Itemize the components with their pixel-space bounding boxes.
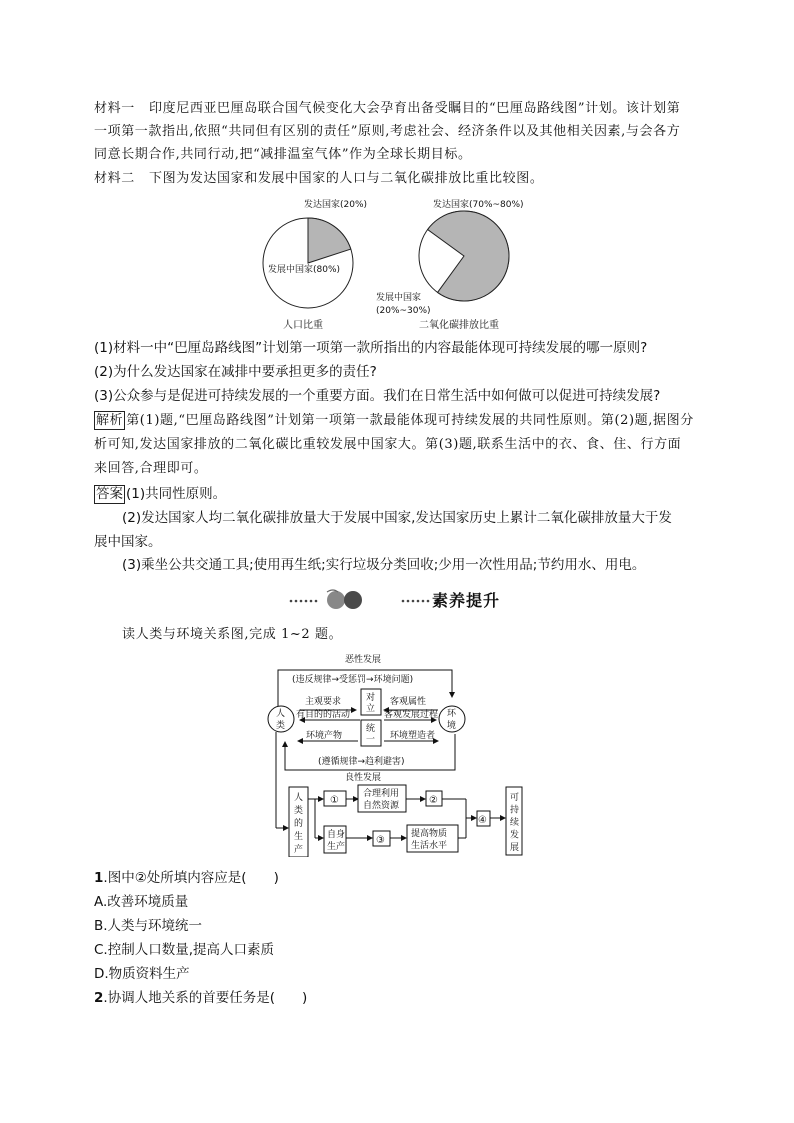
pie-population-title: 人口比重 [283, 320, 323, 331]
analysis-line2: 析可知,发达国家排放的二氧化碳比重较发展中国家大。第(3)题,联系生活中的衣、食、住、行方面 [94, 437, 682, 452]
mc1-stem-text: .图中②处所填内容应是( ) [103, 870, 279, 886]
diagram-human-production-char-2: 的 [294, 819, 304, 829]
mc1-option-d: D.物质资料生产 [94, 966, 190, 982]
mc1-option-c: C.控制人口数量,提高人口素质 [94, 942, 275, 958]
diagram-left-up2: 有目的的活动 [296, 710, 351, 720]
diagram-unify-l1: 统 [366, 724, 376, 734]
section-dots-right [402, 600, 430, 603]
diagram-blank-2: ② [429, 795, 438, 806]
diagram-sustain-char-0: 可 [510, 793, 520, 803]
diagram-improve-l2: 生活水平 [411, 841, 448, 851]
mc2-stem-text: .协调人地关系的首要任务是( ) [103, 990, 308, 1006]
diagram-bottom-label: 良性发展 [345, 773, 382, 783]
diagram-sustain-char-3: 发 [510, 830, 520, 841]
question-1: (1)材料一中“巴厘岛路线图”计划第一项第一款所指出的内容最能体现可持续发展的哪一原则? [94, 340, 648, 356]
material1-line3: 同意长期合作,共同行动,把“减排温室气体”作为全球长期目标。 [94, 147, 472, 162]
diagram-right-up1: 客观属性 [390, 697, 427, 707]
section-badge-icon [327, 590, 362, 609]
diagram-unify-l2: 一 [366, 735, 376, 745]
diagram-right-low: 环境塑造者 [390, 731, 436, 741]
pie-charts [0, 190, 794, 340]
mc1-option-a: A.改善环境质量 [94, 894, 189, 910]
analysis-line1: 第(1)题,“巴厘岛路线图”计划第一项第一款最能体现可持续发展的共同性原则。第(2)题,据图分 [126, 413, 694, 428]
mc1-option-b: B.人类与环境统一 [94, 918, 203, 934]
material1-line1: 印度尼西亚巴厘岛联合国气候变化大会孕育出备受瞩目的“巴厘岛路线图”计划。该计划第 [149, 101, 681, 116]
question-3: (3)公众参与是促进可持续发展的一个重要方面。我们在日常生活中如何做可以促进可持续发展? [94, 388, 661, 404]
diagram-sustain-char-1: 持 [510, 805, 520, 816]
pie-co2-label-developed: 发达国家(70%~80%) [433, 200, 524, 210]
diagram-resource-l2: 自然资源 [363, 801, 400, 811]
material1-label: 材料一 [94, 101, 135, 116]
diagram-human-l2: 类 [276, 721, 286, 731]
diagram-improve-l1: 提高物质 [411, 829, 448, 839]
pie-co2 [376, 198, 524, 331]
diagram-bottom-chain: (遵循规律→趋利避害) [318, 757, 405, 767]
material2 [94, 168, 543, 190]
material1 [94, 98, 680, 120]
diagram-human-l1: 人 [276, 709, 286, 719]
mc1-stem [94, 866, 279, 890]
human-environment-diagram [0, 652, 794, 857]
pie-population [263, 198, 367, 331]
diagram-blank-4: ④ [478, 815, 487, 826]
analysis-line3: 来回答,合理即可。 [94, 461, 208, 476]
mc1-number: 1 [94, 870, 104, 886]
answer-1: (1)共同性原则。 [126, 486, 227, 502]
diagram-top-chain: (违反规律→受惩罚→环境问题) [292, 675, 414, 685]
question-2: (2)为什么发达国家在减排中要承担更多的责任? [94, 364, 377, 380]
pie-co2-title: 二氧化碳排放比重 [419, 320, 499, 331]
analysis [94, 410, 694, 432]
section-dots-left [290, 600, 318, 603]
mc2-stem [94, 986, 307, 1010]
answer [94, 482, 226, 506]
answer-label: 答案 [96, 486, 123, 502]
diagram-env-l1: 环 [447, 709, 457, 719]
pie-co2-label-developing-2: (20%~30%) [376, 306, 431, 316]
diagram-human-production-char-0: 人 [294, 793, 304, 803]
diagram-human-production [294, 791, 303, 855]
diagram-right-up2: 客观发展过程 [384, 710, 439, 720]
mc2-number: 2 [94, 990, 104, 1006]
intro-text: 读人类与环境关系图,完成 1~2 题。 [122, 627, 343, 642]
material2-label: 材料二 [94, 171, 135, 186]
diagram-top-label: 恶性发展 [345, 655, 382, 665]
diagram-env-l2: 境 [447, 721, 457, 731]
diagram-blank-3: ③ [376, 835, 385, 846]
section-header-decoration [0, 586, 794, 616]
diagram-left-up1: 主观要求 [305, 697, 342, 707]
pie-co2-label-developing-1: 发展中国家 [376, 293, 422, 303]
material2-text: 下图为发达国家和发展中国家的人口与二氧化碳排放比重比较图。 [149, 171, 544, 186]
pie-population-label-developing: 发展中国家(80%) [268, 265, 341, 275]
answer-2-line1: (2)发达国家人均二氧化碳排放量大于发展中国家,发达国家历史上累计二氧化碳排放量大于发 [122, 510, 672, 526]
diagram-blank-1: ① [330, 795, 339, 806]
material1-line2: 一项第一款指出,依照“共同但有区别的责任”原则,考虑社会、经济条件以及其他相关因素,与会各方 [94, 124, 681, 139]
diagram-human-production-char-4: 产 [294, 845, 304, 855]
diagram-self-l1: 自身 [327, 830, 346, 840]
diagram-oppose-l2: 立 [366, 704, 376, 714]
diagram-self-l2: 生产 [327, 842, 346, 852]
analysis-label: 解析 [96, 413, 124, 428]
diagram-human-production-char-3: 生 [294, 832, 304, 842]
diagram-sustain [510, 792, 519, 853]
diagram-resource-l1: 合理利用 [363, 789, 400, 799]
answer-2-line2: 展中国家。 [94, 534, 162, 550]
diagram-human-production-char-1: 类 [294, 806, 304, 816]
section-title: 素养提升 [432, 591, 501, 610]
diagram-oppose-l1: 对 [366, 693, 376, 703]
pie-population-label-developed: 发达国家(20%) [304, 200, 368, 210]
diagram-left-low: 环境产物 [306, 731, 343, 741]
answer-3: (3)乘坐公共交通工具;使用再生纸;实行垃圾分类回收;少用一次性用品;节约用水、用电。 [122, 557, 646, 573]
diagram-sustain-char-4: 展 [510, 843, 520, 853]
diagram-sustain-char-2: 续 [510, 818, 520, 828]
